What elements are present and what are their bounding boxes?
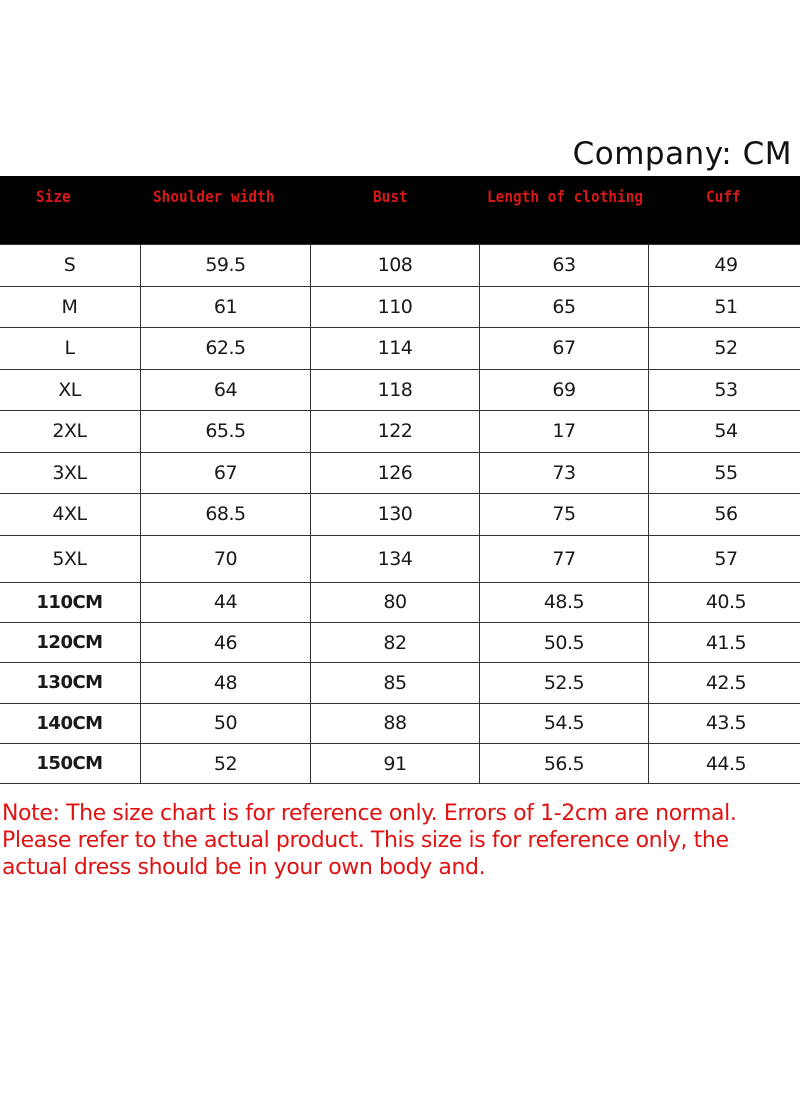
reference-note: [2, 800, 800, 881]
size-cell: L: [0, 328, 141, 370]
length-cell: 54.5: [480, 703, 649, 743]
header-bust: Bust: [373, 187, 408, 206]
note-line: Note: The size chart is for reference only. Errors of 1-2cm are normal.: [2, 801, 737, 826]
table-row: [0, 494, 800, 536]
length-cell: 48.5: [480, 582, 649, 622]
cuff-cell: 42.5: [649, 663, 800, 703]
length-cell: 52.5: [480, 663, 649, 703]
size-cell: 3XL: [0, 452, 141, 494]
cuff-cell: 56: [649, 494, 800, 536]
bust-cell: 114: [311, 328, 480, 370]
table-row: [0, 535, 800, 582]
table-row: [0, 286, 800, 328]
bust-cell: 110: [311, 286, 480, 328]
note-line: Please refer to the actual product. This size is for reference only, the: [2, 828, 729, 853]
cuff-cell: 55: [649, 452, 800, 494]
length-cell: 75: [480, 494, 649, 536]
size-cell: 5XL: [0, 535, 141, 582]
size-cell: M: [0, 286, 141, 328]
shoulder-width-cell: 44: [141, 582, 311, 622]
cuff-cell: 49: [649, 245, 800, 287]
bust-cell: 126: [311, 452, 480, 494]
size-cell: 2XL: [0, 411, 141, 453]
length-cell: 65: [480, 286, 649, 328]
shoulder-width-cell: 52: [141, 744, 311, 784]
size-cell: 120CM: [0, 622, 141, 662]
bust-cell: 130: [311, 494, 480, 536]
header-shoulder-width: Shoulder width: [153, 187, 275, 206]
length-cell: 50.5: [480, 622, 649, 662]
cuff-cell: 53: [649, 369, 800, 411]
table-row: [0, 744, 800, 784]
size-cell: S: [0, 245, 141, 287]
cuff-cell: 43.5: [649, 703, 800, 743]
length-cell: 67: [480, 328, 649, 370]
length-cell: 17: [480, 411, 649, 453]
shoulder-width-cell: 48: [141, 663, 311, 703]
table-row: [0, 452, 800, 494]
size-cell: 150CM: [0, 744, 141, 784]
table-row: [0, 582, 800, 622]
table-row: [0, 663, 800, 703]
shoulder-width-cell: 59.5: [141, 245, 311, 287]
header-length-of-clothing: Length of clothing: [487, 187, 644, 206]
unit-label: Company: CM: [572, 136, 792, 172]
bust-cell: 88: [311, 703, 480, 743]
shoulder-width-cell: 61: [141, 286, 311, 328]
cuff-cell: 41.5: [649, 622, 800, 662]
note-line: actual dress should be in your own body and.: [2, 855, 486, 880]
size-table: [0, 244, 800, 784]
shoulder-width-cell: 65.5: [141, 411, 311, 453]
table-row: [0, 622, 800, 662]
shoulder-width-cell: 67: [141, 452, 311, 494]
table-row: [0, 411, 800, 453]
cuff-cell: 51: [649, 286, 800, 328]
size-cell: 110CM: [0, 582, 141, 622]
bust-cell: 80: [311, 582, 480, 622]
cuff-cell: 57: [649, 535, 800, 582]
header-size: Size: [36, 187, 71, 206]
length-cell: 56.5: [480, 744, 649, 784]
table-row: [0, 328, 800, 370]
shoulder-width-cell: 70: [141, 535, 311, 582]
length-cell: 69: [480, 369, 649, 411]
size-table-body: [0, 245, 800, 784]
cuff-cell: 52: [649, 328, 800, 370]
header-cuff: Cuff: [706, 187, 741, 206]
size-cell: 140CM: [0, 703, 141, 743]
bust-cell: 122: [311, 411, 480, 453]
cuff-cell: 44.5: [649, 744, 800, 784]
bust-cell: 82: [311, 622, 480, 662]
shoulder-width-cell: 46: [141, 622, 311, 662]
length-cell: 63: [480, 245, 649, 287]
shoulder-width-cell: 62.5: [141, 328, 311, 370]
shoulder-width-cell: 50: [141, 703, 311, 743]
cuff-cell: 40.5: [649, 582, 800, 622]
table-row: [0, 369, 800, 411]
bust-cell: 108: [311, 245, 480, 287]
cuff-cell: 54: [649, 411, 800, 453]
shoulder-width-cell: 64: [141, 369, 311, 411]
size-cell: XL: [0, 369, 141, 411]
table-row: [0, 245, 800, 287]
bust-cell: 118: [311, 369, 480, 411]
table-row: [0, 703, 800, 743]
size-cell: 130CM: [0, 663, 141, 703]
length-cell: 77: [480, 535, 649, 582]
shoulder-width-cell: 68.5: [141, 494, 311, 536]
bust-cell: 91: [311, 744, 480, 784]
bust-cell: 85: [311, 663, 480, 703]
bust-cell: 134: [311, 535, 480, 582]
length-cell: 73: [480, 452, 649, 494]
size-cell: 4XL: [0, 494, 141, 536]
